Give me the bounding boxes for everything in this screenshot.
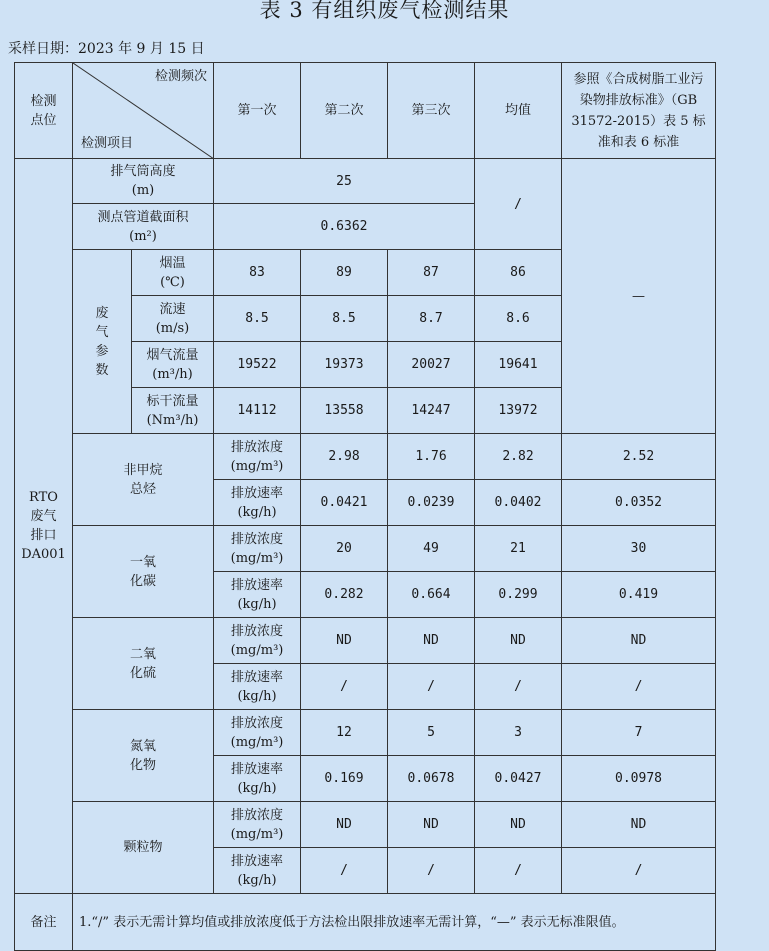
gas-param-v3: 87 [388,250,475,296]
header-first: 第一次 [214,63,301,159]
remark-row [15,894,716,951]
header-diagonal-cell [73,63,214,159]
pollutant-rate-v3: 0.0402 [475,480,562,526]
pollutant-conc-v3: ND [475,618,562,664]
pollutant-conc-v3: 2.82 [475,434,562,480]
pollutant-rate-v2: 0.664 [388,572,475,618]
pollutant-conc-v3: ND [475,802,562,848]
stack-height-value: 25 [214,159,475,204]
pollutant-conc-label: 排放浓度 (mg/m³) [214,618,301,664]
pollutant-conc-label: 排放浓度 (mg/m³) [214,802,301,848]
gas-param-v1: 14112 [214,388,301,434]
gas-param-v3: 8.7 [388,296,475,342]
avg-slash: / [475,159,562,250]
pollutant-rate-v1: / [301,848,388,894]
gas-param-v3: 20027 [388,342,475,388]
pollutant-conc-avg: ND [562,618,716,664]
pollutant-conc-v1: 20 [301,526,388,572]
pollutant-rate-v1: 0.282 [301,572,388,618]
pollutant-conc-label: 排放浓度 (mg/m³) [214,434,301,480]
pollutant-conc-avg: 30 [562,526,716,572]
cross-section-label: 测点管道截面积 (m²) [73,204,214,250]
header-freq: 检测频次 [154,69,207,84]
header-point: 检测 点位 [15,63,73,159]
gas-param-v3: 14247 [388,388,475,434]
gas-param-v1: 83 [214,250,301,296]
pollutant-conc-v2: ND [388,802,475,848]
pollutant-conc-avg: ND [562,802,716,848]
table-row [15,618,716,664]
pollutant-rate-v2: / [388,664,475,710]
pollutant-conc-v2: 1.76 [388,434,475,480]
remark-label: 备注 [15,894,73,951]
standard-dash-top: — [562,159,716,434]
table-row [15,802,716,848]
gas-param-v2: 19373 [301,342,388,388]
header-avg: 均值 [475,63,562,159]
sample-date: 采样日期：2023 年 9 月 15 日 [8,41,205,57]
pollutant-conc-v1: ND [301,618,388,664]
pollutant-conc-v2: 49 [388,526,475,572]
table-row [15,434,716,480]
pollutant-rate-v2: 0.0239 [388,480,475,526]
pollutant-rate-v3: / [475,848,562,894]
header-standard: 参照《合成树脂工业污染物排放标准》（GB 31572-2015）表 5 标准和表 6 标准 [562,63,716,159]
pollutant-conc-label: 排放浓度 (mg/m³) [214,710,301,756]
pollutant-conc-v2: ND [388,618,475,664]
pollutant-conc-v1: 12 [301,710,388,756]
point-name: RTO 废气 排口 DA001 [15,159,73,894]
header-row [15,63,716,159]
pollutant-conc-v3: 3 [475,710,562,756]
pollutant-rate-avg: 0.0352 [562,480,716,526]
pollutant-name: 一氧 化碳 [73,526,214,618]
pollutant-rate-label: 排放速率 (kg/h) [214,480,301,526]
pollutant-conc-v1: ND [301,802,388,848]
page-title: 表 3 有组织废气检测结果 [259,0,510,22]
pollutant-conc-v3: 21 [475,526,562,572]
pollutant-rate-label: 排放速率 (kg/h) [214,848,301,894]
pollutant-rate-v3: / [475,664,562,710]
pollutant-rate-avg: / [562,664,716,710]
pollutant-rate-avg: 0.0978 [562,756,716,802]
gas-param-avg: 13972 [475,388,562,434]
header-second: 第二次 [301,63,388,159]
pollutant-rate-label: 排放速率 (kg/h) [214,664,301,710]
gas-param-avg: 86 [475,250,562,296]
gas-param-v2: 13558 [301,388,388,434]
pollutant-rate-v2: 0.0678 [388,756,475,802]
pollutant-conc-avg: 7 [562,710,716,756]
gas-param-v2: 89 [301,250,388,296]
header-third: 第三次 [388,63,475,159]
pollutant-rate-avg: 0.419 [562,572,716,618]
gas-param-v1: 8.5 [214,296,301,342]
pollutant-rate-v1: / [301,664,388,710]
pollutant-rate-v1: 0.169 [301,756,388,802]
table-row [15,526,716,572]
stack-height-label: 排气筒高度 (m) [73,159,214,204]
gas-param-avg: 19641 [475,342,562,388]
pollutant-rate-v3: 0.299 [475,572,562,618]
table-row [15,710,716,756]
result-table [14,62,716,951]
pollutant-conc-v1: 2.98 [301,434,388,480]
gas-param-label: 烟温 (℃) [132,250,214,296]
pollutant-rate-avg: / [562,848,716,894]
gas-params-label: 废 气 参 数 [73,250,132,434]
pollutant-conc-v2: 5 [388,710,475,756]
gas-param-v1: 19522 [214,342,301,388]
gas-param-label: 流速 (m/s) [132,296,214,342]
pollutant-rate-v2: / [388,848,475,894]
pollutant-rate-label: 排放速率 (kg/h) [214,572,301,618]
pollutant-rate-v3: 0.0427 [475,756,562,802]
pollutant-name: 氮氧 化物 [73,710,214,802]
pollutant-name: 非甲烷 总烃 [73,434,214,526]
table-row [15,159,716,204]
pollutant-name: 颗粒物 [73,802,214,894]
gas-param-label: 标干流量 (Nm³/h) [132,388,214,434]
pollutant-conc-label: 排放浓度 (mg/m³) [214,526,301,572]
pollutant-rate-v1: 0.0421 [301,480,388,526]
pollutant-name: 二氧 化硫 [73,618,214,710]
header-item: 检测项目 [81,136,134,151]
pollutant-rate-label: 排放速率 (kg/h) [214,756,301,802]
gas-param-label: 烟气流量 (m³/h) [132,342,214,388]
cross-section-value: 0.6362 [214,204,475,250]
remark-text: 1.“/” 表示无需计算均值或排放浓度低于方法检出限排放速率无需计算，“—” 表示无标准限值。 [73,894,716,951]
gas-param-v2: 8.5 [301,296,388,342]
pollutant-conc-avg: 2.52 [562,434,716,480]
gas-param-avg: 8.6 [475,296,562,342]
